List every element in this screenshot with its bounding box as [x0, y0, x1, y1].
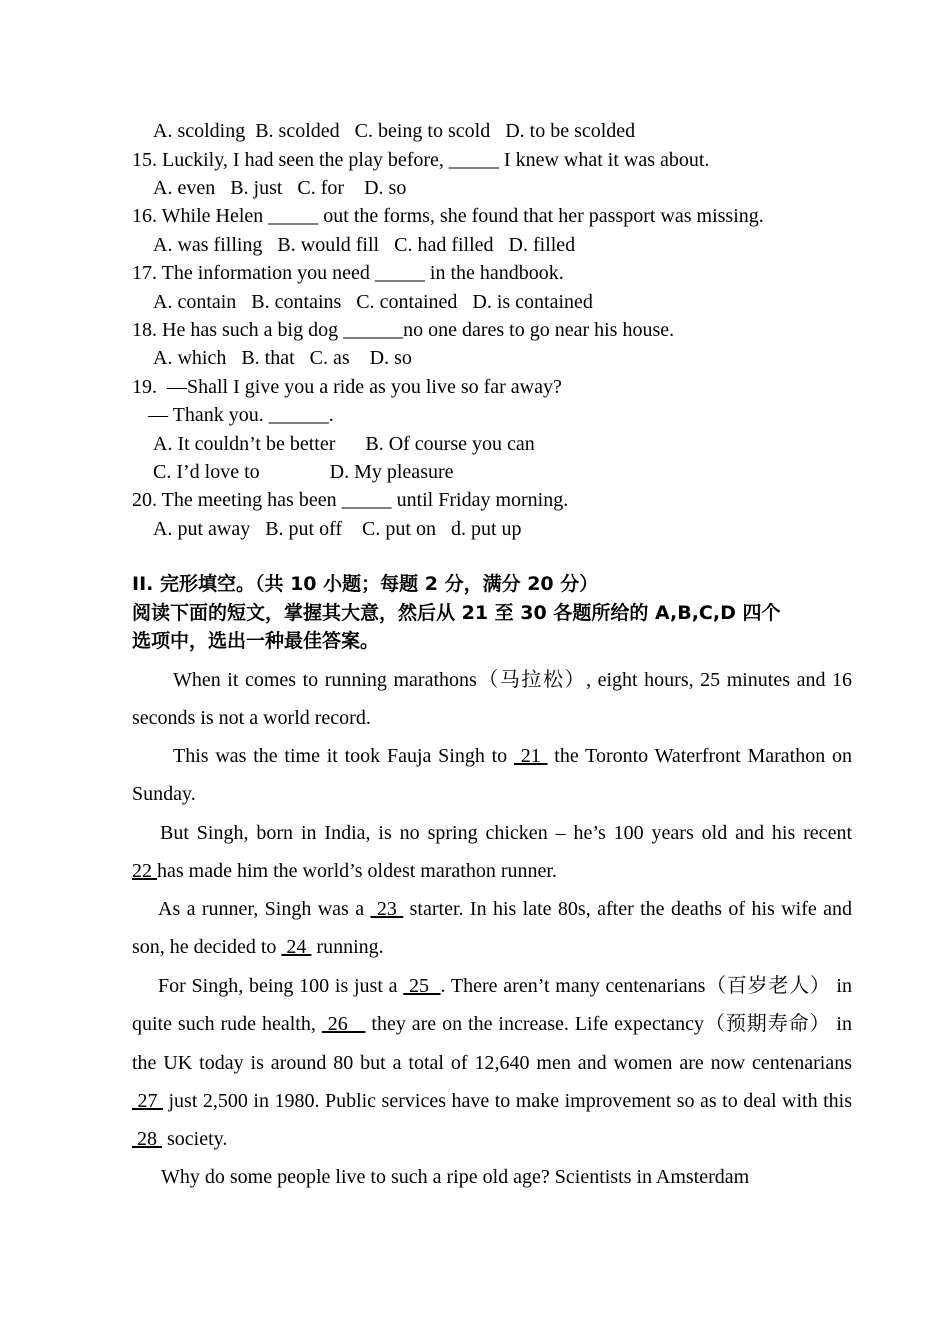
passage-paragraph-6 — [132, 1158, 852, 1196]
blank-28: 28 — [132, 1128, 162, 1151]
q17-options: A. contain B. contains C. contained D. is contained — [153, 291, 593, 313]
section2-instruction-line2: 选项中，选出一种最佳答案。 — [132, 630, 380, 652]
blank-24: 24 — [281, 936, 312, 959]
passage-text: Why do some people live to such a ripe old age? Scientists in Amsterdam — [161, 1166, 750, 1188]
q19-options-ab: A. It couldn’t be better B. Of course you can — [153, 433, 535, 455]
passage-text: running. — [311, 936, 384, 959]
blank-26: 26 — [321, 1013, 366, 1036]
blank-21: 21 — [513, 745, 548, 767]
blank-25: 25 — [403, 975, 441, 997]
q18-stem: 18. He has such a big dog ______no one dares to go near his house. — [132, 319, 675, 341]
passage-text: But Singh, born in India, is no spring chicken – he’s 100 years old and his recent — [160, 822, 852, 844]
q17-stem: 17. The information you need _____ in the handbook. — [132, 262, 564, 284]
passage-text: As a runner, Singh was a — [158, 898, 371, 920]
passage-paragraph-4 — [132, 890, 852, 967]
q14-options: A. scolding B. scolded C. being to scold D. to be scolded — [153, 120, 636, 142]
passage-text: just 2,500 in 1980. Public services have to make improvement so as to deal with this — [163, 1089, 852, 1112]
blank-27: 27 — [132, 1089, 163, 1112]
q19-reply: — Thank you. ______. — [148, 404, 334, 426]
passage-text: When it comes to running marathons（马拉松）, eight hours, 25 minutes and 16 seconds is not a world record. — [132, 669, 852, 730]
section2-instruction-line1: 阅读下面的短文，掌握其大意，然后从 21 至 30 各题所给的 A,B,C,D 四个 — [132, 602, 781, 624]
passage-text: starter. In his late 80s, after the deaths of his wife and son, he decided to — [132, 898, 852, 959]
passage-text: society. — [162, 1128, 228, 1151]
q15-stem: 15. Luckily, I had seen the play before, _____ I knew what it was about. — [132, 149, 710, 171]
section2-heading: II. 完形填空。（共 10 小题；每题 2 分，满分 20 分） — [132, 573, 599, 595]
passage-paragraph-5 — [132, 967, 852, 1158]
blank-22: 22 — [132, 860, 157, 883]
q20-stem: 20. The meeting has been _____ until Friday morning. — [132, 489, 569, 511]
q16-options: A. was filling B. would fill C. had filled D. filled — [153, 234, 576, 256]
q18-options: A. which B. that C. as D. so — [153, 347, 412, 369]
q20-options: A. put away B. put off C. put on d. put up — [153, 518, 522, 540]
passage-text: . There aren’t many centenarians（百岁老人） in quite such rude health, — [132, 975, 852, 1036]
q19-stem: 19. —Shall I give you a ride as you live so far away? — [132, 376, 562, 398]
passage-text: the Toronto Waterfront Marathon on Sunday. — [132, 745, 853, 806]
q15-options: A. even B. just C. for D. so — [153, 177, 407, 199]
q16-stem: 16. While Helen _____ out the forms, she found that her passport was missing. — [132, 205, 764, 227]
q19-options-cd: C. I’d love to D. My pleasure — [153, 461, 454, 483]
passage-text: This was the time it took Fauja Singh to — [173, 745, 514, 767]
blank-23: 23 — [370, 898, 404, 920]
passage-paragraph-3 — [132, 814, 852, 891]
passage-paragraph-2 — [132, 737, 852, 814]
passage-text: For Singh, being 100 is just a — [158, 975, 404, 997]
passage-paragraph-1 — [132, 661, 852, 738]
passage-text: they are on the increase. Life expectancy（预期寿命） in the UK today is around 80 but a total of 12,640 men and women are now centenarians — [132, 1013, 852, 1074]
passage-text: has made him the world’s oldest marathon runner. — [157, 860, 557, 883]
